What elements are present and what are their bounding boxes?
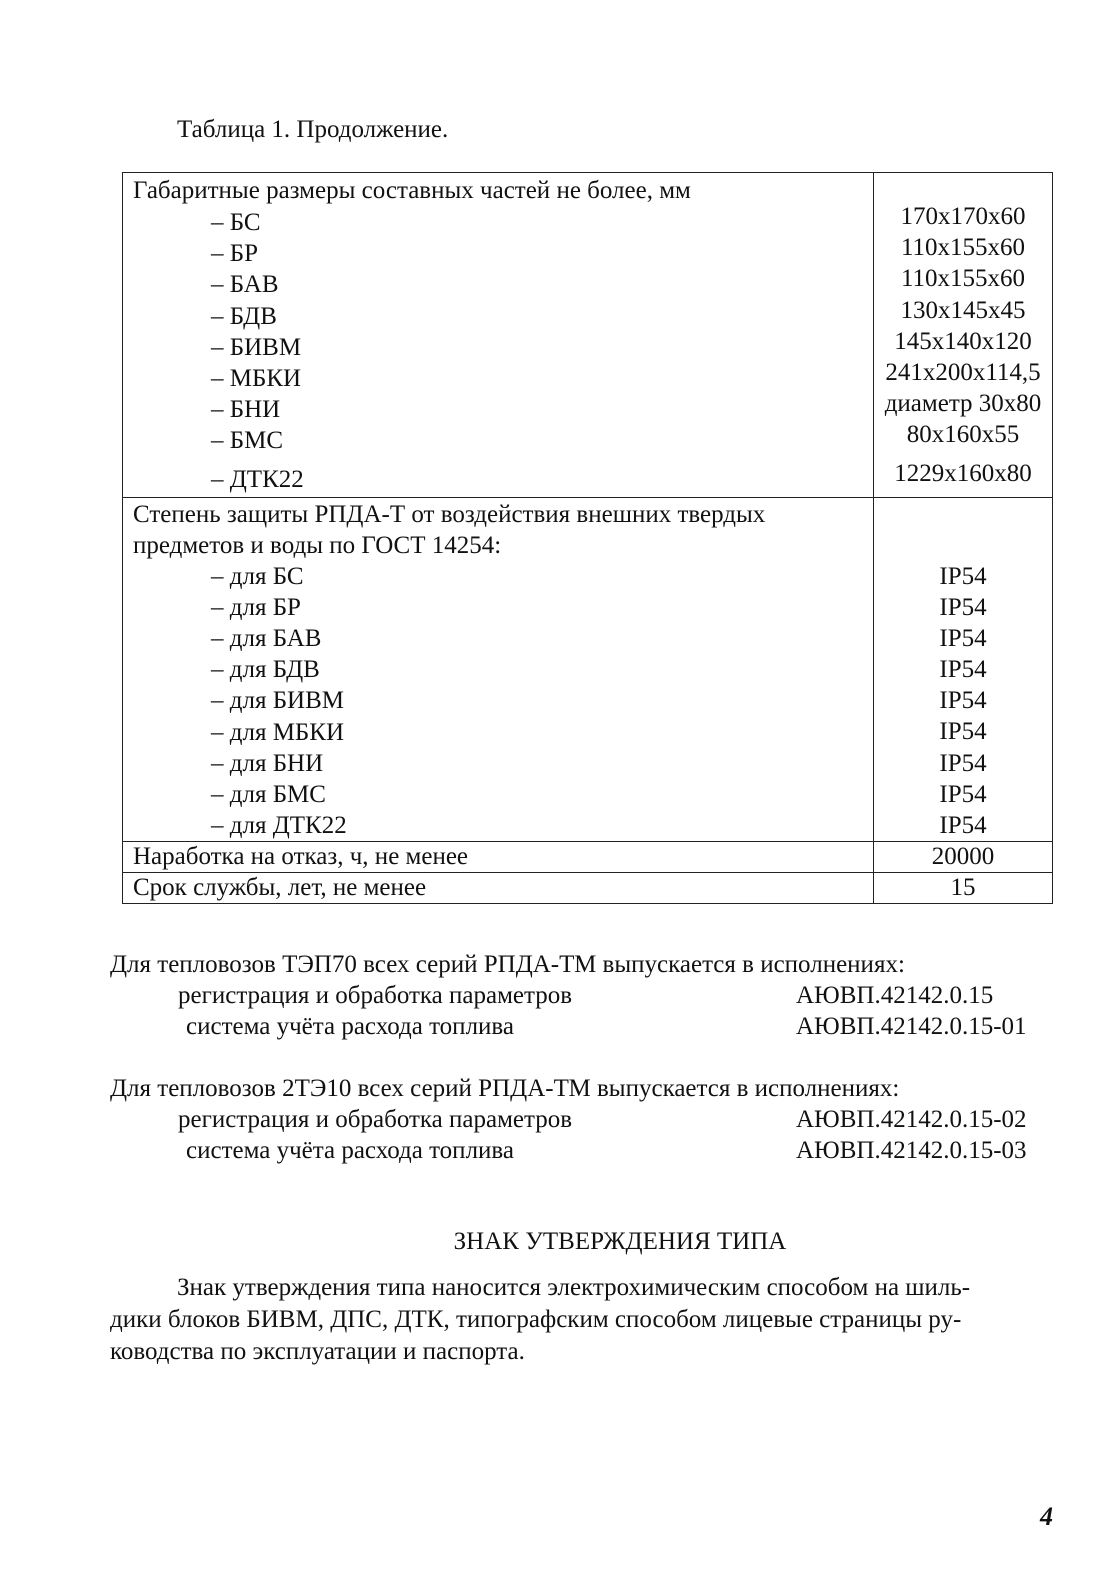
list-item: – БР (211, 240, 259, 268)
list-item: – для БДВ (211, 656, 320, 684)
table-row-mtbf (123, 842, 1053, 873)
variant-intro: Для тепловозов ТЭП70 всех серий РПДА-ТМ выпускается в исполнениях: (110, 951, 905, 978)
dimension-value: 145x140x120 (894, 327, 1032, 355)
protection-value: IP54 (939, 780, 987, 808)
list-item: – МБКИ (211, 364, 302, 392)
variant-code: АЮВП.42142.0.15-01 (796, 1013, 1027, 1040)
table-row-protection (123, 497, 1053, 842)
list-item: – БМС (211, 427, 284, 455)
variant-label: система учёта расхода топлива (186, 1013, 514, 1040)
list-item: – для БР (211, 593, 301, 621)
service-life-value: 15 (874, 873, 1053, 904)
list-item: – для МБКИ (211, 718, 345, 746)
protection-value: IP54 (939, 812, 987, 839)
spacer (874, 498, 1052, 561)
dimension-value: 1229x160x80 (894, 459, 1032, 487)
section-title: ЗНАК УТВЕРЖДЕНИЯ ТИПА (453, 1228, 787, 1255)
paragraph-line: Знак утверждения типа наносится электрохимическим способом на шиль- (177, 1274, 971, 1301)
approval-paragraph (110, 1272, 1045, 1368)
list-item: – для БС (211, 562, 304, 590)
service-life-label: Срок службы, лет, не менее (123, 873, 874, 904)
dimensions-labels (123, 173, 874, 498)
table-caption: Таблица 1. Продолжение. (177, 116, 449, 143)
variant-label: система учёта расхода топлива (186, 1137, 514, 1164)
protection-value: IP54 (939, 687, 987, 715)
variant-intro: Для тепловозов 2ТЭ10 всех серий РПДА-ТМ выпускается в исполнениях: (110, 1075, 900, 1102)
protection-value: IP54 (939, 718, 987, 746)
dimension-value: 110x155x60 (900, 234, 1026, 262)
list-item: – БДВ (211, 302, 277, 330)
dimension-value: 170x170x60 (900, 203, 1026, 230)
dimension-value: 130x145x45 (900, 296, 1026, 324)
spec-table (122, 172, 1053, 904)
list-item: – для БАВ (211, 625, 322, 653)
list-item: – для ДТК22 (211, 812, 347, 840)
list-item: – для БИВМ (211, 687, 345, 715)
page-number: 4 (1040, 1502, 1053, 1531)
mtbf-value: 20000 (874, 842, 1053, 873)
paragraph-line: ководства по эксплуатации и паспорта. (110, 1338, 525, 1365)
mtbf-label: Наработка на отказ, ч, не менее (123, 842, 874, 873)
table-row-dimensions (123, 173, 1053, 498)
protection-values (874, 497, 1053, 842)
protection-value: IP54 (939, 749, 987, 777)
protection-header-line1: Степень защиты РПДА-Т от воздействия внешних твердых (133, 500, 766, 528)
list-item: – БНИ (211, 396, 281, 424)
list-item: – для БНИ (211, 749, 324, 777)
list-item: – БАВ (211, 271, 279, 299)
variant-code: АЮВП.42142.0.15 (796, 982, 994, 1009)
dimension-value: 110x155x60 (900, 265, 1026, 293)
protection-labels (123, 497, 874, 842)
dimension-value: 241x200x114,5 (885, 358, 1041, 386)
variant-label: регистрация и обработка параметров (178, 982, 573, 1009)
protection-header-line2: предметов и воды по ГОСТ 14254: (133, 531, 502, 559)
list-item: – для БМС (211, 781, 326, 808)
paragraph-line: дики блоков БИВМ, ДПС, ДТК, типографским способом лицевые страницы ру- (110, 1306, 962, 1333)
variant-code: АЮВП.42142.0.15-02 (796, 1106, 1027, 1133)
variant-label: регистрация и обработка параметров (178, 1106, 573, 1133)
dimensions-values (874, 173, 1053, 498)
dimension-value: 80x160x55 (906, 421, 1020, 449)
dimension-value: диаметр 30x80 (884, 390, 1042, 418)
dimensions-header: Габаритные размеры составных частей не более, мм (133, 177, 691, 204)
protection-value: IP54 (939, 624, 987, 652)
protection-value: IP54 (939, 656, 987, 684)
table-row-service-life (123, 873, 1053, 904)
list-item: – ДТК22 (211, 465, 304, 493)
protection-value: IP54 (939, 593, 987, 621)
protection-value: IP54 (939, 562, 987, 590)
variant-code: АЮВП.42142.0.15-03 (796, 1137, 1027, 1164)
list-item: – БС (211, 209, 261, 236)
list-item: – БИВМ (211, 333, 302, 361)
